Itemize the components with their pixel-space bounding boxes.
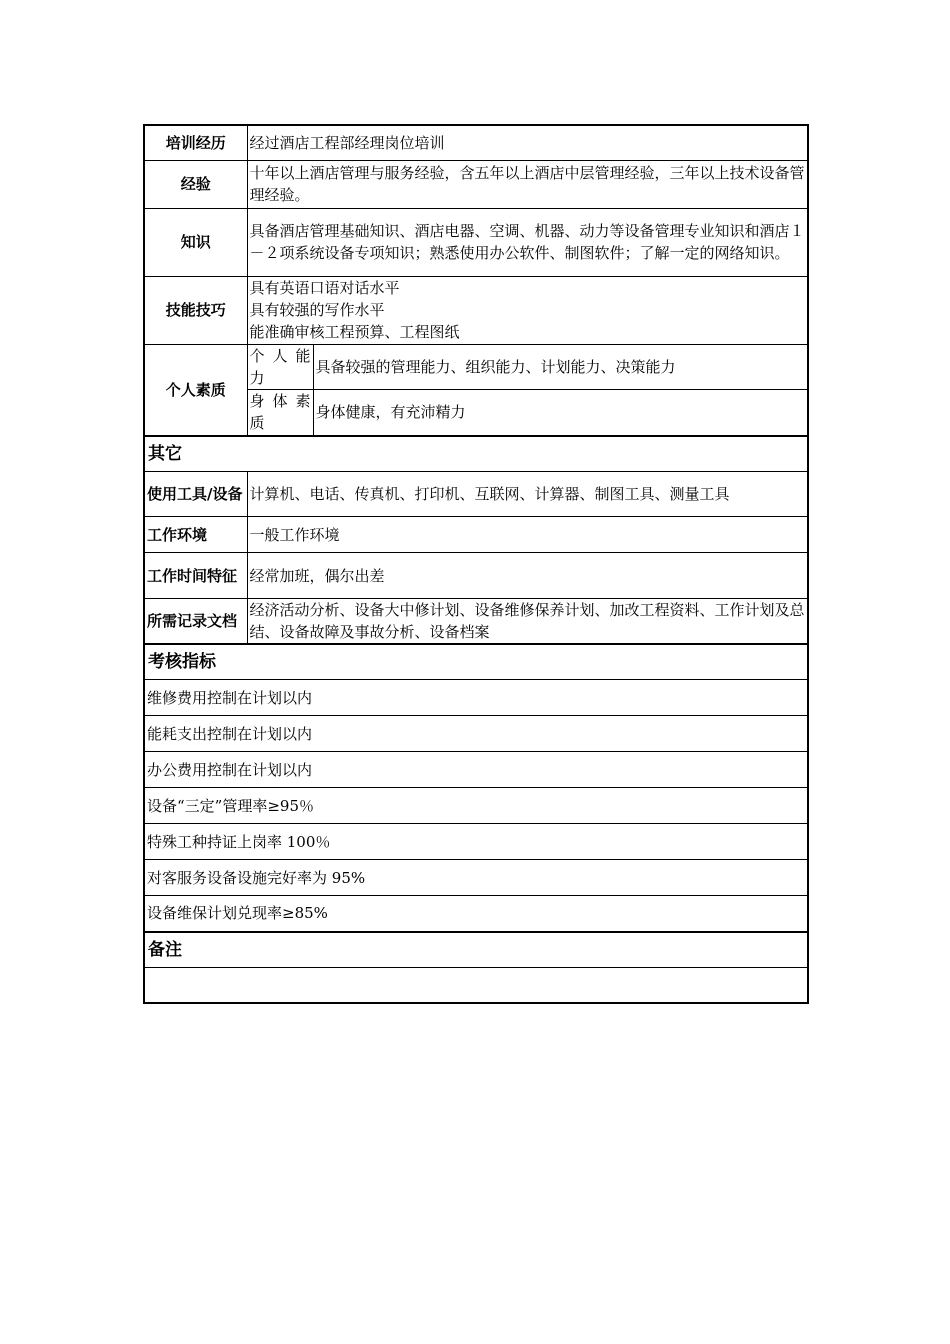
kpi-item: 维修费用控制在计划以内 xyxy=(144,680,808,716)
row-skills xyxy=(144,276,808,344)
training-label: 培训经历 xyxy=(144,125,247,160)
ability-value: 具备较强的管理能力、组织能力、计划能力、决策能力 xyxy=(313,344,808,389)
row-environment xyxy=(144,517,808,553)
skill-line: 具有英语口语对话水平 xyxy=(249,279,400,297)
skill-line: 具有较强的写作水平 xyxy=(249,301,385,319)
row-remarks-title xyxy=(144,932,808,968)
knowledge-label: 知识 xyxy=(144,208,247,276)
physical-label: 身 体 素质 xyxy=(247,389,313,436)
training-value: 经过酒店工程部经理岗位培训 xyxy=(247,125,808,160)
skill-line: 能准确审核工程预算、工程图纸 xyxy=(249,323,460,341)
row-training xyxy=(144,125,808,160)
row-tools xyxy=(144,472,808,517)
kpi-row xyxy=(144,788,808,824)
remarks-section-title: 备注 xyxy=(144,932,808,968)
work-time-value: 经常加班，偶尔出差 xyxy=(247,553,808,599)
skills-label: 技能技巧 xyxy=(144,276,247,344)
kpi-row xyxy=(144,752,808,788)
kpi-row xyxy=(144,716,808,752)
records-label: 所需记录文档 xyxy=(144,599,247,645)
kpi-item: 对客服务设备设施完好率为 95% xyxy=(144,860,808,896)
environment-value: 一般工作环境 xyxy=(247,517,808,553)
kpi-row xyxy=(144,860,808,896)
personal-label: 个人素质 xyxy=(144,344,247,436)
tools-label: 使用工具/设备 xyxy=(144,472,247,517)
skills-value xyxy=(247,276,808,344)
records-value: 经济活动分析、设备大中修计划、设备维修保养计划、加改工程资料、工作计划及总结、设备故障及事故分析、设备档案 xyxy=(247,599,808,645)
work-time-label: 工作时间特征 xyxy=(144,553,247,599)
physical-value: 身体健康，有充沛精力 xyxy=(313,389,808,436)
ability-label: 个 人 能力 xyxy=(247,344,313,389)
row-knowledge xyxy=(144,208,808,276)
kpi-item: 设备“三定”管理率≥95％ xyxy=(144,788,808,824)
row-remarks-body xyxy=(144,967,808,1003)
row-experience xyxy=(144,160,808,208)
experience-value: 十年以上酒店管理与服务经验，含五年以上酒店中层管理经验，三年以上技术设备管理经验。 xyxy=(247,160,808,208)
kpi-row xyxy=(144,896,808,932)
row-personal-ability xyxy=(144,344,808,389)
kpi-item: 办公费用控制在计划以内 xyxy=(144,752,808,788)
job-description-document xyxy=(143,124,807,1004)
row-work-time xyxy=(144,553,808,599)
job-spec-table xyxy=(143,124,809,1004)
other-section-title: 其它 xyxy=(144,436,808,472)
kpi-item: 能耗支出控制在计划以内 xyxy=(144,716,808,752)
row-records xyxy=(144,599,808,645)
kpi-row xyxy=(144,824,808,860)
row-other-title xyxy=(144,436,808,472)
knowledge-value: 具备酒店管理基础知识、酒店电器、空调、机器、动力等设备管理专业知识和酒店１－２项系统设备专项知识；熟悉使用办公软件、制图软件；了解一定的网络知识。 xyxy=(247,208,808,276)
kpi-item: 设备维保计划兑现率≥85% xyxy=(144,896,808,932)
tools-value: 计算机、电话、传真机、打印机、互联网、计算器、制图工具、测量工具 xyxy=(247,472,808,517)
experience-label: 经验 xyxy=(144,160,247,208)
kpi-item: 特殊工种持证上岗率 100％ xyxy=(144,824,808,860)
kpi-row xyxy=(144,680,808,716)
row-kpi-title xyxy=(144,644,808,680)
remarks-value xyxy=(144,967,808,1003)
kpi-section-title: 考核指标 xyxy=(144,644,808,680)
environment-label: 工作环境 xyxy=(144,517,247,553)
